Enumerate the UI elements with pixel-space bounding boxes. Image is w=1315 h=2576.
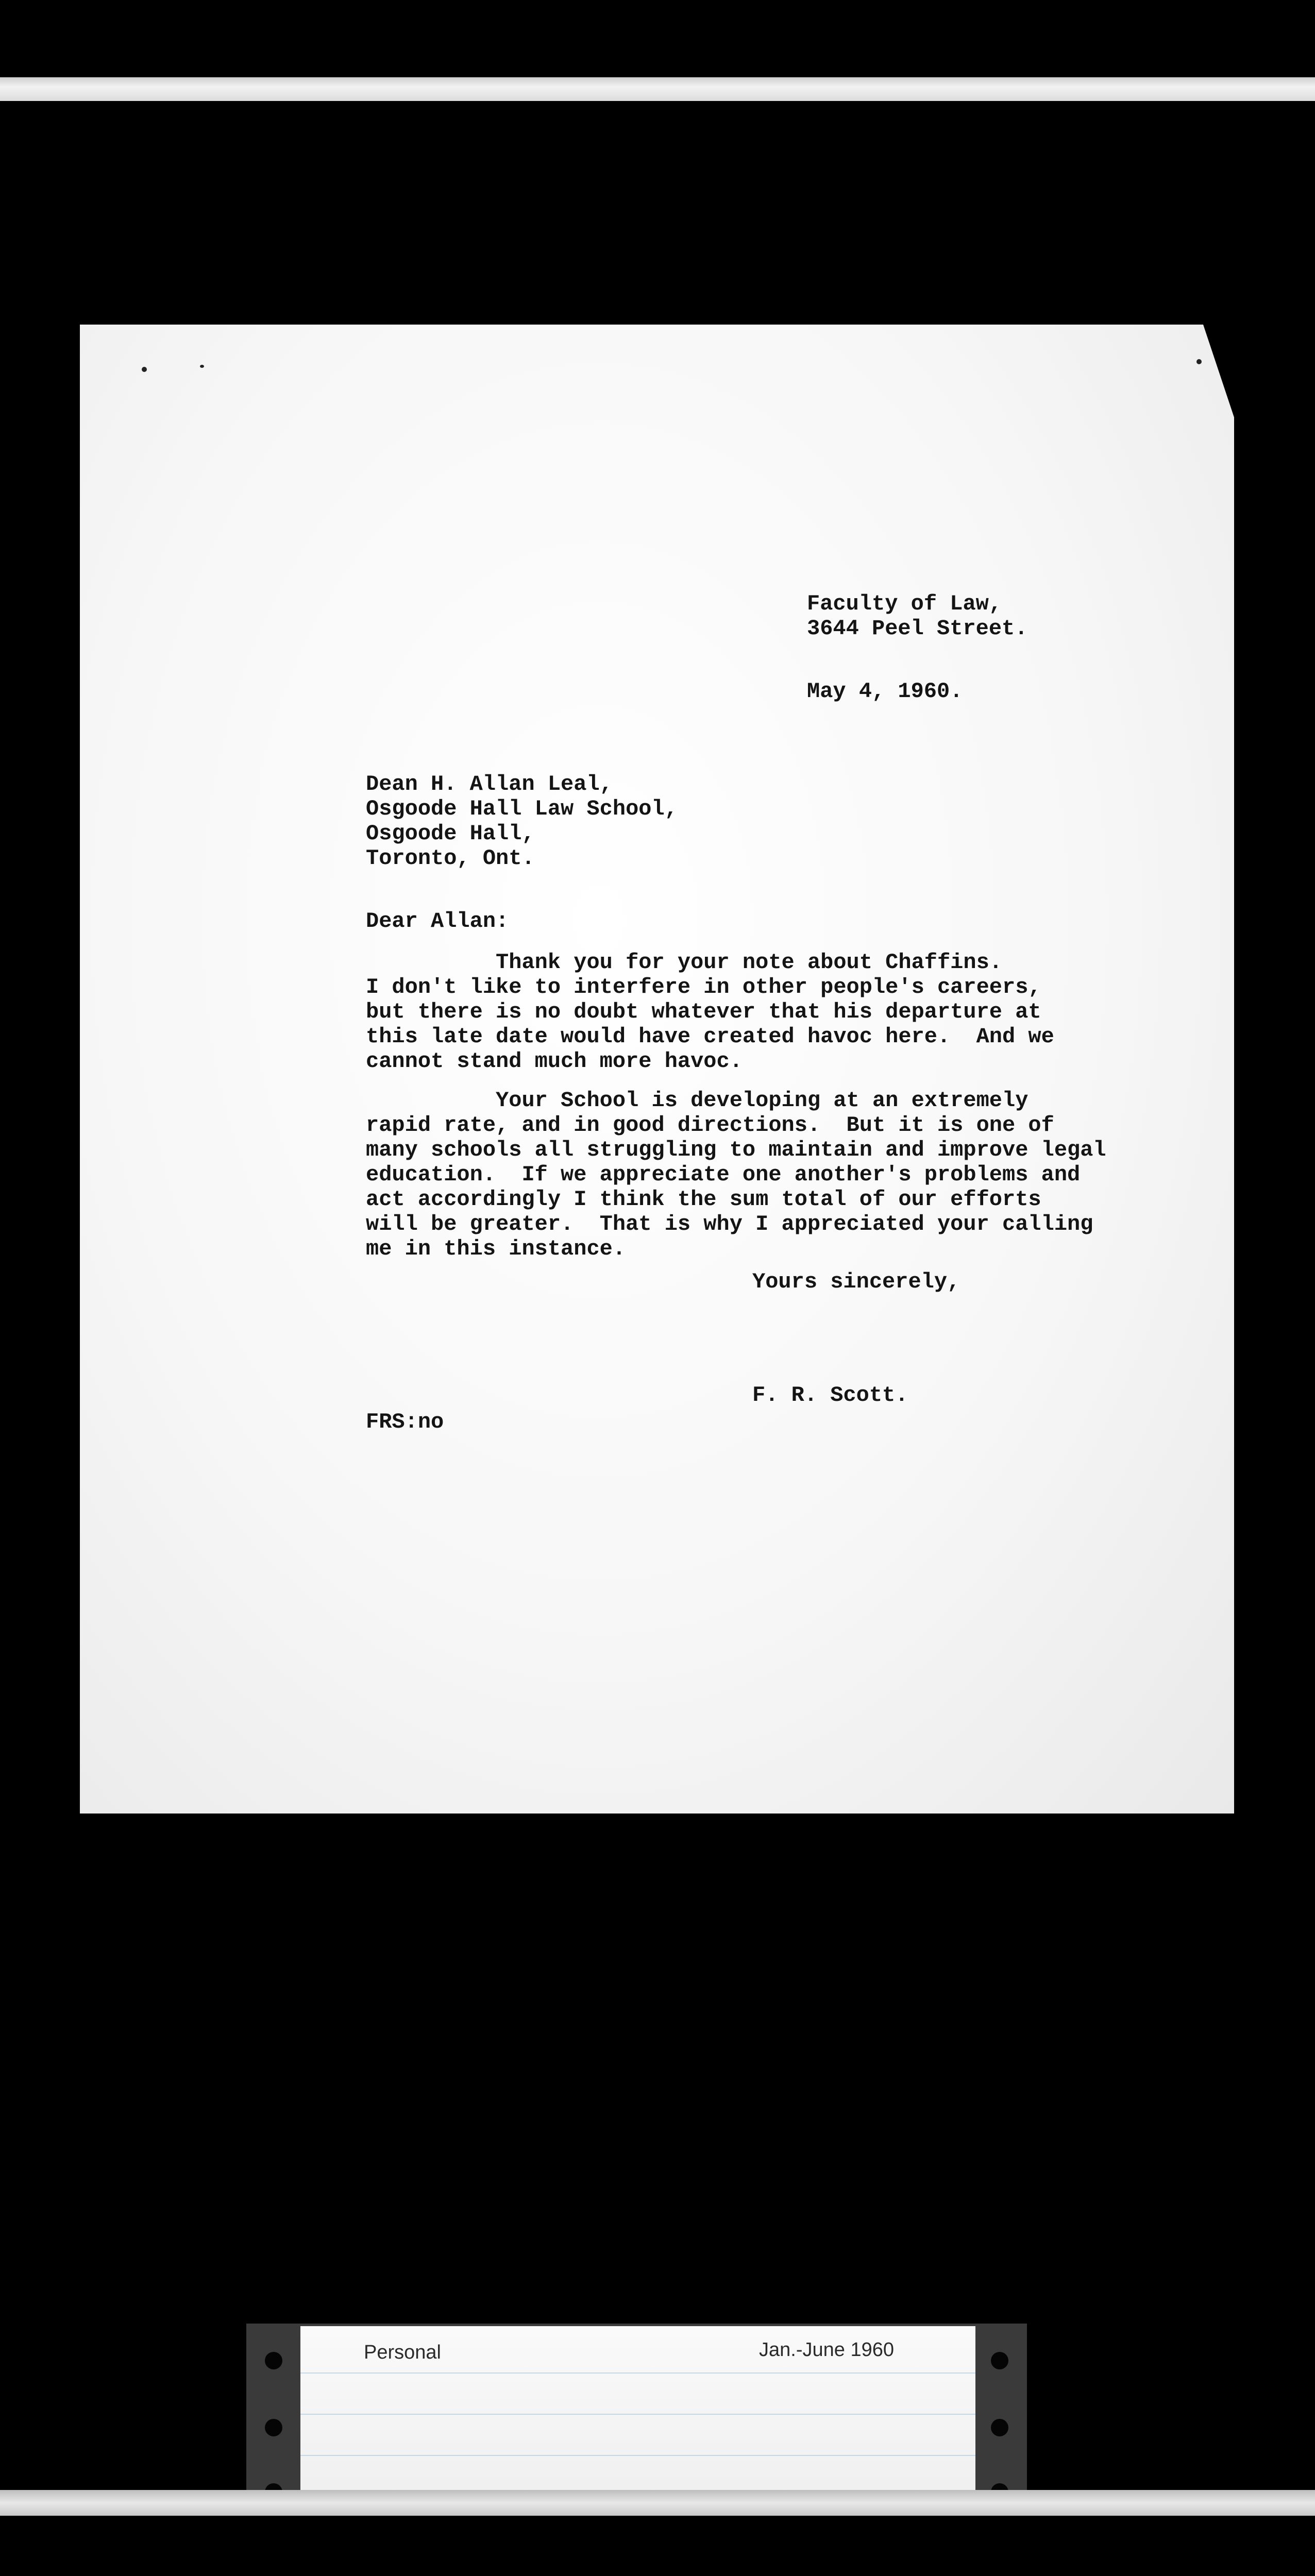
film-edge-bottom	[0, 2490, 1315, 2516]
body-paragraph-1-line: cannot stand much more havoc.	[366, 1049, 743, 1074]
body-paragraph-2-line: many schools all struggling to maintain and improve legal	[366, 1138, 1106, 1162]
recipient-line-2: Osgoode Hall Law School,	[366, 796, 678, 821]
punch-hole-icon	[265, 2419, 282, 2436]
letter-date: May 4, 1960.	[807, 679, 963, 704]
folder-label-card	[246, 2324, 1027, 2514]
paper-speck	[142, 367, 147, 372]
return-address-line-2: 3644 Peel Street.	[807, 616, 1028, 641]
body-paragraph-1-line: I don't like to interfere in other people's careers,	[366, 975, 1041, 999]
salutation: Dear Allan:	[366, 909, 509, 934]
body-paragraph-2-line: will be greater. That is why I appreciated your calling	[366, 1212, 1093, 1236]
label-rule-line	[300, 2372, 975, 2374]
paper-speck	[200, 365, 204, 368]
body-paragraph-1-line: this late date would have created havoc here. And we	[366, 1024, 1054, 1049]
body-paragraph-1-line: but there is no doubt whatever that his departure at	[366, 999, 1041, 1024]
folder-label-period: Jan.-June 1960	[759, 2339, 894, 2361]
punch-hole-icon	[991, 2419, 1008, 2436]
body-paragraph-2-line: Your School is developing at an extremely	[366, 1088, 1029, 1113]
body-paragraph-2-line: rapid rate, and in good directions. But it is one of	[366, 1113, 1054, 1138]
recipient-line-4: Toronto, Ont.	[366, 846, 535, 871]
signature-name: F. R. Scott.	[752, 1383, 908, 1408]
film-edge-top	[0, 77, 1315, 101]
return-address-line-1: Faculty of Law,	[807, 591, 1002, 616]
paper-speck	[1196, 359, 1202, 364]
label-rule-line	[300, 2414, 975, 2415]
punch-hole-icon	[991, 2352, 1008, 2369]
label-rule-line	[300, 2455, 975, 2456]
recipient-line-3: Osgoode Hall,	[366, 821, 535, 846]
punch-hole-icon	[265, 2352, 282, 2369]
body-paragraph-1-line: Thank you for your note about Chaffins.	[366, 950, 1003, 975]
reference-initials: FRS:no	[366, 1410, 444, 1434]
closing: Yours sincerely,	[752, 1269, 960, 1294]
body-paragraph-2-line: act accordingly I think the sum total of our efforts	[366, 1187, 1041, 1212]
body-paragraph-2-line: me in this instance.	[366, 1236, 626, 1261]
folder-label-subject: Personal	[364, 2342, 441, 2363]
recipient-line-1: Dean H. Allan Leal,	[366, 772, 613, 796]
body-paragraph-2-line: education. If we appreciate one another's problems and	[366, 1162, 1081, 1187]
